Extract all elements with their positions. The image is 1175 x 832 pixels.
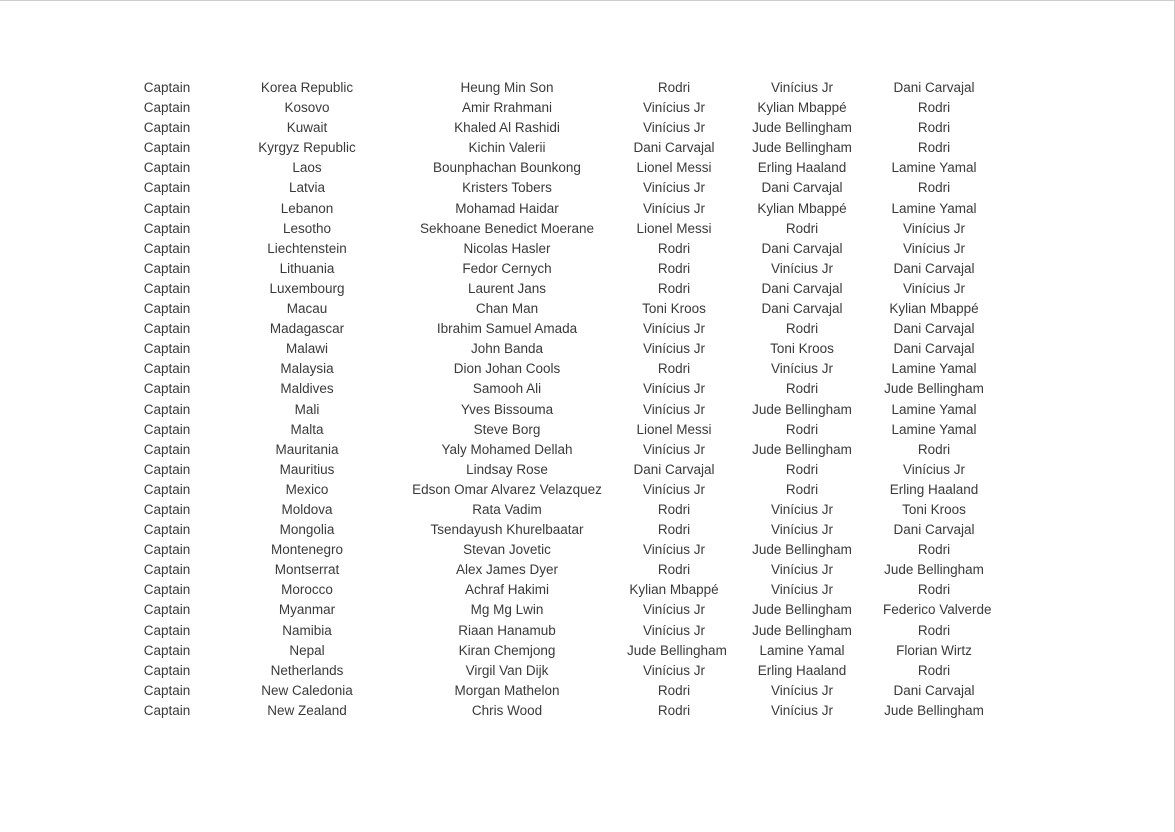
- choice-1-cell: Dani Carvajal: [633, 140, 715, 156]
- captain-player-cell: Samooh Ali: [472, 381, 542, 397]
- role-cell: Captain: [143, 642, 191, 658]
- table-row: [107, 339, 985, 359]
- table-row: [107, 460, 985, 480]
- choice-3-cell: Rodri: [917, 542, 951, 558]
- choice-2-cell: Toni Kroos: [770, 341, 834, 357]
- country-cell: Lesotho: [282, 220, 332, 236]
- country-cell: Myanmar: [278, 602, 336, 618]
- choice-1-cell: Rodri: [657, 501, 691, 517]
- choice-3-cell: Lamine Yamal: [891, 160, 977, 176]
- choice-1-cell: Vinícius Jr: [642, 662, 706, 678]
- choice-1-cell: Vinícius Jr: [642, 321, 706, 337]
- role-cell: Captain: [143, 240, 191, 256]
- country-cell: Moldova: [281, 501, 333, 517]
- table-row: [107, 379, 985, 399]
- captain-player-cell: Amir Rrahmani: [461, 100, 553, 116]
- choice-3-cell: Federico Valverde: [883, 602, 992, 618]
- table-row: [107, 219, 985, 239]
- choice-2-cell: Jude Bellingham: [752, 622, 852, 638]
- choice-2-cell: Jude Bellingham: [752, 602, 852, 618]
- choice-1-cell: Vinícius Jr: [642, 341, 706, 357]
- country-cell: Macau: [286, 301, 328, 317]
- table-row: [107, 299, 985, 319]
- role-cell: Captain: [143, 80, 191, 95]
- choice-2-cell: Jude Bellingham: [752, 401, 852, 417]
- choice-3-cell: Vinícius Jr: [902, 280, 966, 296]
- captain-player-cell: Khaled Al Rashidi: [454, 120, 560, 136]
- choice-3-cell: Lamine Yamal: [891, 401, 977, 417]
- country-cell: Laos: [292, 160, 322, 176]
- role-cell: Captain: [143, 100, 191, 116]
- choice-1-cell: Rodri: [657, 562, 691, 578]
- role-cell: Captain: [143, 481, 191, 497]
- country-cell: Luxembourg: [269, 280, 345, 296]
- choice-2-cell: Vinícius Jr: [770, 80, 834, 95]
- choice-2-cell: Vinícius Jr: [770, 501, 834, 517]
- role-cell: Captain: [143, 682, 191, 698]
- choice-3-cell: Lamine Yamal: [891, 421, 977, 437]
- choice-1-cell: Vinícius Jr: [642, 200, 706, 216]
- choice-2-cell: Rodri: [785, 421, 819, 437]
- table-row: [107, 259, 985, 279]
- captain-player-cell: Heung Min Son: [460, 80, 554, 95]
- captain-player-cell: Laurent Jans: [467, 280, 547, 296]
- choice-1-cell: Rodri: [657, 522, 691, 538]
- table-row: [107, 98, 985, 118]
- country-cell: Mauritania: [275, 441, 339, 457]
- country-cell: Lebanon: [280, 200, 334, 216]
- captain-player-cell: Sekhoane Benedict Moerane: [419, 220, 595, 236]
- role-cell: Captain: [143, 361, 191, 377]
- captain-player-cell: Lindsay Rose: [466, 461, 548, 477]
- captain-player-cell: Stevan Jovetic: [463, 542, 551, 558]
- choice-3-cell: Jude Bellingham: [884, 381, 984, 397]
- choice-2-cell: Vinícius Jr: [770, 582, 834, 598]
- choice-2-cell: Rodri: [785, 220, 819, 236]
- captain-player-cell: Dion Johan Cools: [453, 361, 561, 377]
- choice-3-cell: Toni Kroos: [902, 501, 966, 517]
- role-cell: Captain: [143, 622, 191, 638]
- role-cell: Captain: [143, 280, 191, 296]
- country-cell: Montserrat: [274, 562, 340, 578]
- role-cell: Captain: [143, 120, 191, 136]
- country-cell: New Caledonia: [261, 682, 353, 698]
- choice-3-cell: Vinícius Jr: [902, 461, 966, 477]
- choice-3-cell: Vinícius Jr: [902, 240, 966, 256]
- country-cell: Maldives: [280, 381, 334, 397]
- choice-3-cell: Rodri: [917, 140, 951, 156]
- choice-3-cell: Rodri: [917, 120, 951, 136]
- choice-1-cell: Kylian Mbappé: [629, 582, 719, 598]
- table-row: [107, 118, 985, 138]
- country-cell: Namibia: [282, 622, 332, 638]
- role-cell: Captain: [143, 160, 191, 176]
- captain-player-cell: Kichin Valerii: [468, 140, 546, 156]
- captain-player-cell: Tsendayush Khurelbaatar: [430, 522, 584, 538]
- table-row: [107, 480, 985, 500]
- role-cell: Captain: [143, 662, 191, 678]
- choice-3-cell: Rodri: [917, 100, 951, 116]
- choice-2-cell: Jude Bellingham: [752, 441, 852, 457]
- choice-2-cell: Vinícius Jr: [770, 260, 834, 276]
- choice-1-cell: Vinícius Jr: [642, 381, 706, 397]
- choice-1-cell: Rodri: [657, 260, 691, 276]
- choice-3-cell: Rodri: [917, 622, 951, 638]
- choice-1-cell: Rodri: [657, 682, 691, 698]
- table-row: [107, 279, 985, 299]
- table-row: [107, 359, 985, 379]
- country-cell: Madagascar: [269, 321, 345, 337]
- table-row: [107, 400, 985, 420]
- choice-2-cell: Rodri: [785, 321, 819, 337]
- choice-3-cell: Rodri: [917, 180, 951, 196]
- country-cell: Nepal: [289, 642, 325, 658]
- choice-1-cell: Lionel Messi: [636, 220, 712, 236]
- captain-player-cell: Bounphachan Bounkong: [433, 160, 581, 176]
- country-cell: Kuwait: [286, 120, 328, 136]
- table-row: [107, 600, 992, 620]
- role-cell: Captain: [143, 562, 191, 578]
- choice-1-cell: Rodri: [657, 702, 691, 718]
- choice-1-cell: Vinícius Jr: [642, 401, 706, 417]
- choice-1-cell: Rodri: [657, 80, 691, 95]
- table-row: [107, 520, 985, 540]
- country-cell: Kyrgyz Republic: [258, 140, 356, 156]
- choice-1-cell: Jude Bellingham: [627, 642, 727, 658]
- captain-player-cell: John Banda: [470, 341, 544, 357]
- choice-1-cell: Rodri: [657, 280, 691, 296]
- role-cell: Captain: [143, 702, 191, 718]
- country-cell: Liechtenstein: [267, 240, 347, 256]
- captain-player-cell: Chris Wood: [471, 702, 543, 718]
- choice-2-cell: Lamine Yamal: [759, 642, 845, 658]
- role-cell: Captain: [143, 501, 191, 517]
- role-cell: Captain: [143, 140, 191, 156]
- table-row: [107, 661, 985, 681]
- choice-3-cell: Rodri: [917, 441, 951, 457]
- choice-2-cell: Erling Haaland: [757, 662, 847, 678]
- table-row: [107, 239, 985, 259]
- choice-2-cell: Jude Bellingham: [752, 140, 852, 156]
- role-cell: Captain: [143, 461, 191, 477]
- choice-2-cell: Kylian Mbappé: [757, 200, 847, 216]
- choice-3-cell: Dani Carvajal: [893, 682, 975, 698]
- table-row: [107, 641, 985, 661]
- choice-2-cell: Vinícius Jr: [770, 682, 834, 698]
- choice-1-cell: Lionel Messi: [636, 421, 712, 437]
- choice-1-cell: Lionel Messi: [636, 160, 712, 176]
- choice-3-cell: Jude Bellingham: [884, 562, 984, 578]
- choice-2-cell: Jude Bellingham: [752, 120, 852, 136]
- choice-1-cell: Rodri: [657, 240, 691, 256]
- country-cell: Mauritius: [279, 461, 335, 477]
- role-cell: Captain: [143, 341, 191, 357]
- role-cell: Captain: [143, 542, 191, 558]
- choice-3-cell: Rodri: [917, 582, 951, 598]
- table-row: [107, 178, 985, 198]
- role-cell: Captain: [143, 582, 191, 598]
- choice-2-cell: Rodri: [785, 481, 819, 497]
- country-cell: Montenegro: [270, 542, 344, 558]
- choice-2-cell: Dani Carvajal: [761, 180, 843, 196]
- choice-1-cell: Rodri: [657, 361, 691, 377]
- choice-1-cell: Vinícius Jr: [642, 622, 706, 638]
- choice-3-cell: Dani Carvajal: [893, 260, 975, 276]
- choice-2-cell: Vinícius Jr: [770, 522, 834, 538]
- role-cell: Captain: [143, 301, 191, 317]
- role-cell: Captain: [143, 321, 191, 337]
- role-cell: Captain: [143, 401, 191, 417]
- table-row: [107, 500, 985, 520]
- choice-2-cell: Dani Carvajal: [761, 280, 843, 296]
- table-row: [107, 701, 985, 721]
- table-row: [107, 420, 985, 440]
- table-row: [107, 440, 985, 460]
- choice-2-cell: Erling Haaland: [757, 160, 847, 176]
- choice-3-cell: Rodri: [917, 662, 951, 678]
- choice-2-cell: Dani Carvajal: [761, 301, 843, 317]
- role-cell: Captain: [143, 441, 191, 457]
- captain-player-cell: Nicolas Hasler: [463, 240, 551, 256]
- choice-3-cell: Erling Haaland: [889, 481, 979, 497]
- captain-player-cell: Yaly Mohamed Dellah: [441, 441, 573, 457]
- captain-player-cell: Riaan Hanamub: [458, 622, 556, 638]
- captain-player-cell: Ibrahim Samuel Amada: [436, 321, 578, 337]
- role-cell: Captain: [143, 522, 191, 538]
- table-row: [107, 78, 985, 98]
- choice-2-cell: Rodri: [785, 381, 819, 397]
- table-row: [107, 540, 985, 560]
- role-cell: Captain: [143, 381, 191, 397]
- choice-2-cell: Jude Bellingham: [752, 542, 852, 558]
- choice-3-cell: Dani Carvajal: [893, 522, 975, 538]
- table-row: [107, 681, 985, 701]
- choice-1-cell: Vinícius Jr: [642, 602, 706, 618]
- choice-3-cell: Dani Carvajal: [893, 80, 975, 95]
- role-cell: Captain: [143, 421, 191, 437]
- captain-player-cell: Edson Omar Alvarez Velazquez: [412, 481, 602, 497]
- country-cell: Malawi: [285, 341, 328, 357]
- country-cell: Netherlands: [270, 662, 344, 678]
- captain-player-cell: Alex James Dyer: [455, 562, 559, 578]
- choice-3-cell: Dani Carvajal: [893, 321, 975, 337]
- choice-2-cell: Rodri: [785, 461, 819, 477]
- captain-player-cell: Mohamad Haidar: [455, 200, 559, 216]
- table-row: [107, 319, 985, 339]
- captain-player-cell: Fedor Cernych: [462, 260, 552, 276]
- choice-2-cell: Vinícius Jr: [770, 562, 834, 578]
- choice-1-cell: Toni Kroos: [642, 301, 706, 317]
- choice-3-cell: Kylian Mbappé: [889, 301, 979, 317]
- role-cell: Captain: [143, 602, 191, 618]
- choice-1-cell: Vinícius Jr: [642, 542, 706, 558]
- choice-3-cell: Florian Wirtz: [896, 642, 972, 658]
- choice-1-cell: Vinícius Jr: [642, 120, 706, 136]
- table-row: [107, 560, 985, 580]
- captain-player-cell: Steve Borg: [473, 421, 541, 437]
- captain-player-cell: Kiran Chemjong: [458, 642, 556, 658]
- captain-player-cell: Chan Man: [475, 301, 539, 317]
- choice-1-cell: Vinícius Jr: [642, 180, 706, 196]
- country-cell: Korea Republic: [260, 80, 354, 95]
- captain-player-cell: Morgan Mathelon: [454, 682, 560, 698]
- role-cell: Captain: [143, 180, 191, 196]
- country-cell: Kosovo: [284, 100, 330, 116]
- captain-player-cell: Kristers Tobers: [462, 180, 552, 196]
- country-cell: Morocco: [281, 582, 333, 598]
- choice-3-cell: Dani Carvajal: [893, 341, 975, 357]
- role-cell: Captain: [143, 200, 191, 216]
- captain-player-cell: Achraf Hakimi: [464, 582, 550, 598]
- role-cell: Captain: [143, 220, 191, 236]
- captain-player-cell: Yves Bissouma: [460, 401, 554, 417]
- country-cell: Malta: [290, 421, 324, 437]
- country-cell: New Zealand: [267, 702, 347, 718]
- choice-2-cell: Kylian Mbappé: [757, 100, 847, 116]
- choice-1-cell: Vinícius Jr: [642, 441, 706, 457]
- choice-1-cell: Vinícius Jr: [642, 481, 706, 497]
- table-row: [107, 580, 985, 600]
- country-cell: Malaysia: [280, 361, 334, 377]
- choice-3-cell: Jude Bellingham: [884, 702, 984, 718]
- table-row: [107, 621, 985, 641]
- choice-3-cell: Lamine Yamal: [891, 200, 977, 216]
- table-row: [107, 199, 985, 219]
- captain-player-cell: Virgil Van Dijk: [465, 662, 549, 678]
- choice-3-cell: Lamine Yamal: [891, 361, 977, 377]
- table-row: [107, 138, 985, 158]
- captain-player-cell: Mg Mg Lwin: [470, 602, 544, 618]
- choice-2-cell: Dani Carvajal: [761, 240, 843, 256]
- country-cell: Lithuania: [279, 260, 335, 276]
- country-cell: Mexico: [285, 481, 329, 497]
- role-cell: Captain: [143, 260, 191, 276]
- choice-1-cell: Dani Carvajal: [633, 461, 715, 477]
- country-cell: Latvia: [288, 180, 326, 196]
- choice-2-cell: Vinícius Jr: [770, 702, 834, 718]
- table-row: [107, 158, 985, 178]
- captains-votes-table: [107, 78, 992, 721]
- choice-2-cell: Vinícius Jr: [770, 361, 834, 377]
- captain-player-cell: Rata Vadim: [472, 501, 542, 517]
- country-cell: Mali: [294, 401, 320, 417]
- country-cell: Mongolia: [279, 522, 335, 538]
- choice-3-cell: Vinícius Jr: [902, 220, 966, 236]
- choice-1-cell: Vinícius Jr: [642, 100, 706, 116]
